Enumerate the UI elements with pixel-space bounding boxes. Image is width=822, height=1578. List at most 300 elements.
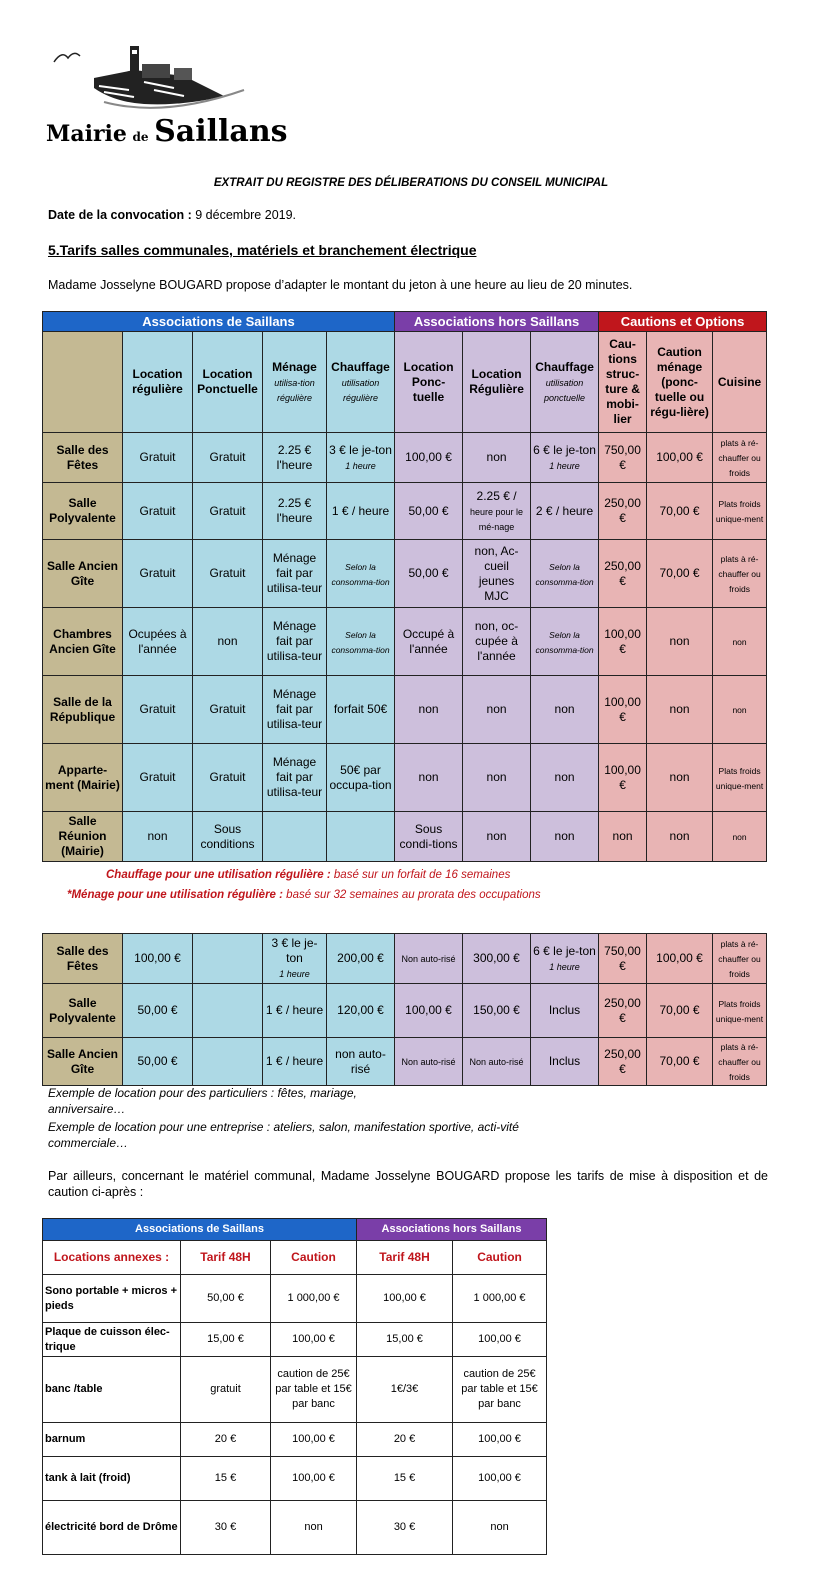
cell-value: non: [732, 705, 747, 715]
table-cell: [263, 483, 327, 540]
table-cell: [193, 812, 263, 862]
table-row: [43, 934, 767, 984]
equip-header-label: Caution: [291, 1250, 336, 1264]
cell-value: Gratuit: [209, 770, 246, 784]
cell-value: 2.25 € /: [476, 488, 517, 503]
row-label-text: Salle des Fêtes: [56, 943, 109, 973]
cell-value: 100,00 €: [604, 694, 641, 724]
equip-label: [43, 1357, 181, 1423]
table-cell: [263, 540, 327, 608]
cell-value: Selon la consomma-tion: [535, 561, 594, 587]
column-header-5: [463, 332, 531, 433]
cell-value: non: [669, 634, 690, 648]
table-row: [43, 984, 767, 1038]
table-cell: [193, 984, 263, 1038]
cell-value: non: [554, 829, 575, 843]
column-header-6: [531, 332, 599, 433]
column-header-label: Location régulière: [132, 367, 183, 396]
table-cell: [531, 676, 599, 744]
cell-value: non: [418, 702, 439, 716]
cell-value: non: [554, 702, 575, 716]
table-cell: [123, 433, 193, 483]
table-cell: [599, 540, 647, 608]
example-particuliers: Exemple de location pour des particuliers : fêtes, mariage, anniversaire…: [48, 1086, 357, 1116]
table-cell: [647, 540, 713, 608]
cell-value: 100,00 €: [292, 1433, 335, 1445]
cell-value: Non auto-risé: [401, 954, 456, 964]
table-cell: [357, 1323, 453, 1357]
cell-value: 100,00 €: [134, 951, 181, 965]
column-header-label: Cuisine: [717, 374, 762, 389]
cell-value: forfait 50€: [333, 702, 388, 716]
table-cell: [463, 934, 531, 984]
table-row: [43, 1038, 767, 1086]
cell-value: Occupé à l'année: [402, 626, 455, 656]
equip-header-2: [271, 1241, 357, 1275]
column-header-sub: utilisation ponctuelle: [544, 377, 586, 403]
column-header-7: [599, 332, 647, 433]
cell-value: Plats froids unique-ment: [715, 499, 764, 524]
cell-value: 300,00 €: [473, 951, 520, 965]
group-header-row: [43, 312, 767, 332]
column-header-1: [193, 332, 263, 433]
row-label: [43, 984, 123, 1038]
equip-label: [43, 1275, 181, 1323]
cell-value: Ménage fait par utilisa-teur: [266, 755, 323, 799]
table-cell: [599, 483, 647, 540]
cell-note: heure pour le mé-nage: [470, 506, 524, 532]
intro-text: Madame Josselyne BOUGARD propose d’adapter le montant du jeton à une heure au lieu de 20 minutes.: [48, 278, 633, 292]
date-value: 9 décembre 2019.: [191, 208, 297, 222]
table-cell: [463, 676, 531, 744]
table-cell: [531, 483, 599, 540]
table-row: [43, 744, 767, 812]
row-label-text: Salle des Fêtes: [56, 442, 109, 472]
table-cell: [463, 433, 531, 483]
cell-value: 100,00 €: [604, 626, 641, 656]
table-cell: [193, 483, 263, 540]
row-label: [43, 744, 123, 812]
logo-text-saillans: Saillans: [154, 114, 288, 149]
cell-value: 50,00 €: [137, 1054, 178, 1068]
cell-value: 100,00 €: [383, 1292, 426, 1304]
table-cell: [647, 812, 713, 862]
group-assoc-saillans: Associations de Saillans: [43, 312, 395, 332]
table-cell: [531, 744, 599, 812]
table-cell: [123, 984, 193, 1038]
table-cell: [271, 1501, 357, 1555]
table-cell: [531, 540, 599, 608]
row-label-text: Chambres Ancien Gîte: [49, 626, 116, 656]
cell-value: 2 € / heure: [535, 503, 594, 518]
cell-value: non: [486, 450, 507, 464]
table-cell: [647, 934, 713, 984]
table-cell: [263, 934, 327, 984]
table-cell: [463, 812, 531, 862]
equip-label-text: Plaque de cuisson élec-trique: [45, 1325, 170, 1353]
table-row: [43, 1423, 547, 1457]
cell-value: Inclus: [548, 1054, 581, 1068]
cell-value: non: [732, 637, 747, 647]
table-row: [43, 812, 767, 862]
cell-note: 1 heure: [549, 961, 580, 972]
table-cell: [357, 1423, 453, 1457]
cell-value: 250,00 €: [604, 496, 641, 525]
table-cell: [713, 608, 767, 676]
cell-value: Plats froids unique-ment: [715, 765, 764, 791]
table-row: [43, 433, 767, 483]
cell-value: Non auto-risé: [401, 1057, 456, 1067]
table-cell: [713, 540, 767, 608]
table-cell: [357, 1357, 453, 1423]
cell-value: 70,00 €: [659, 1054, 700, 1068]
table-cell: [713, 812, 767, 862]
table-cell: [263, 433, 327, 483]
cell-value: Gratuit: [139, 770, 176, 784]
column-header-sub: utilisation régulière: [341, 377, 380, 403]
cell-note: 1 heure: [279, 969, 310, 979]
section-title: 5.Tarifs salles communales, matériels et branchement électrique: [48, 242, 477, 258]
cell-value: 1 € / heure: [265, 1054, 324, 1068]
cell-value: Ménage fait par utilisa-teur: [266, 551, 323, 595]
cell-value: 100,00 €: [478, 1333, 521, 1345]
table-cell: [395, 934, 463, 984]
table-row: [43, 608, 767, 676]
table-cell: [357, 1457, 453, 1501]
table-cell: [395, 1038, 463, 1086]
cell-value: 100,00 €: [405, 450, 452, 464]
table-cell: [599, 984, 647, 1038]
cell-value: non, oc-cupée à l'année: [474, 619, 519, 663]
table-cell: [647, 483, 713, 540]
note-menage-label: *Ménage pour une utilisation régulière :: [67, 889, 283, 901]
table-cell: [181, 1357, 271, 1423]
cell-value: Selon la consomma-tion: [331, 629, 390, 655]
table-cell: [395, 433, 463, 483]
column-header-label: Location Ponctuelle: [197, 367, 258, 396]
cell-value: 15 €: [214, 1472, 237, 1484]
cell-value: 50,00 €: [408, 566, 449, 580]
cell-value: Plats froids unique-ment: [715, 998, 764, 1024]
table-cell: [327, 676, 395, 744]
note-menage-text: basé sur 32 semaines au prorata des occupations: [282, 889, 541, 901]
equip-label: [43, 1423, 181, 1457]
table-cell: [181, 1423, 271, 1457]
cell-value: non: [732, 832, 747, 842]
logo-text-mairie: Mairie: [46, 121, 127, 147]
note-chauffage-label: Chauffage pour une utilisation régulière :: [106, 869, 331, 881]
table-cell: [531, 433, 599, 483]
row-label-text: Salle Polyvalente: [49, 496, 116, 525]
table-cell: [123, 676, 193, 744]
cell-value: Gratuit: [139, 450, 176, 464]
equip-label-text: Sono portable + micros + pieds: [45, 1284, 178, 1312]
cell-value: Ménage fait par utilisa-teur: [266, 687, 323, 731]
table-cell: [263, 608, 327, 676]
cell-value: 30 €: [214, 1521, 237, 1533]
table-cell: [647, 984, 713, 1038]
cell-value: 3 € le je-ton: [271, 936, 318, 965]
table-cell: [713, 934, 767, 984]
table-cell: [599, 608, 647, 676]
table-row: [43, 1275, 547, 1323]
table-cell: [531, 812, 599, 862]
cell-value: 750,00 €: [604, 442, 641, 472]
corner-cell: [43, 332, 123, 433]
cell-value: Gratuit: [139, 566, 176, 580]
table-cell: [263, 744, 327, 812]
cell-value: 100,00 €: [292, 1472, 335, 1484]
cell-value: 250,00 €: [604, 1046, 641, 1076]
cell-value: 100,00 €: [292, 1333, 335, 1345]
table-cell: [395, 483, 463, 540]
equip-group-hors: Associations hors Saillans: [357, 1219, 547, 1241]
table-cell: [395, 744, 463, 812]
row-label-text: Salle Réunion (Mairie): [58, 814, 107, 858]
table-cell: [463, 608, 531, 676]
cell-value: 1€/3€: [390, 1383, 419, 1395]
equip-header-1: [181, 1241, 271, 1275]
table-cell: [453, 1501, 547, 1555]
equip-label-text: tank à lait (froid): [45, 1472, 131, 1484]
table-cell: [531, 934, 599, 984]
cell-value: 2.25 € l'heure: [276, 442, 313, 472]
cell-value: Inclus: [548, 1003, 581, 1017]
table-cell: [193, 934, 263, 984]
cell-value: 100,00 €: [604, 762, 641, 792]
cell-value: 1 € / heure: [331, 503, 390, 518]
equip-group-saillans: Associations de Saillans: [43, 1219, 357, 1241]
table-cell: [181, 1501, 271, 1555]
column-header-3: [327, 332, 395, 433]
table-cell: [327, 540, 395, 608]
row-label: [43, 1038, 123, 1086]
column-header-4: [395, 332, 463, 433]
cell-value: non: [669, 770, 690, 784]
cell-value: Selon la consomma-tion: [535, 629, 594, 655]
cell-value: 100,00 €: [405, 1003, 452, 1017]
cell-value: non: [486, 770, 507, 784]
column-header-8: [647, 332, 713, 433]
cell-value: 20 €: [214, 1433, 237, 1445]
logo-text-de: de: [132, 130, 149, 144]
table-cell: [599, 744, 647, 812]
table-cell: [647, 433, 713, 483]
table-cell: [181, 1275, 271, 1323]
table-cell: [453, 1275, 547, 1323]
table-cell: [263, 984, 327, 1038]
table-cell: [327, 608, 395, 676]
table-cell: [463, 1038, 531, 1086]
table-cell: [713, 676, 767, 744]
equip-label: [43, 1457, 181, 1501]
table-cell: [453, 1423, 547, 1457]
table-cell: [713, 984, 767, 1038]
row-label-text: Salle Polyvalente: [49, 995, 116, 1025]
cell-value: 70,00 €: [659, 503, 700, 518]
column-header-label: Location Ponc-tuelle: [403, 359, 454, 404]
cell-value: 15 €: [393, 1472, 416, 1484]
cell-value: 50€ par occupa-tion: [329, 762, 392, 792]
cell-value: caution de 25€ par table et 15€ par banc: [461, 1368, 538, 1410]
equip-header-label: Tarif 48H: [379, 1250, 430, 1264]
equip-label-text: banc /table: [45, 1383, 103, 1395]
table-row: [43, 1501, 547, 1555]
cell-value: non: [490, 1521, 509, 1533]
table-cell: [327, 984, 395, 1038]
table-cell: [357, 1275, 453, 1323]
table-cell: [713, 483, 767, 540]
column-header-label: Ménage: [272, 359, 317, 374]
table-cell: [271, 1323, 357, 1357]
table-cell: [647, 744, 713, 812]
table-cell: [271, 1357, 357, 1423]
table-cell: [327, 483, 395, 540]
table-cell: [327, 744, 395, 812]
example-entreprise: Exemple de location pour une entreprise : ateliers, salon, manifestation sportive, acti-vité commerciale…: [48, 1120, 519, 1150]
date-label: Date de la convocation :: [48, 208, 192, 222]
cell-value: plats à ré-chauffer ou froids: [718, 438, 761, 478]
cell-value: 250,00 €: [604, 558, 641, 588]
row-label: [43, 483, 123, 540]
table-cell: [193, 744, 263, 812]
column-header-label: Chauffage: [331, 359, 390, 374]
cell-note: 1 heure: [345, 460, 376, 471]
table-cell: [531, 1038, 599, 1086]
table-cell: [599, 433, 647, 483]
cell-note: 1 heure: [549, 460, 580, 471]
table-cell: [453, 1357, 547, 1423]
column-header-2: [263, 332, 327, 433]
table-row: [43, 1457, 547, 1501]
cell-value: 120,00 €: [337, 1003, 384, 1017]
table-cell: [395, 608, 463, 676]
table-cell: [395, 812, 463, 862]
cell-value: 15,00 €: [386, 1333, 423, 1345]
table-cell: [647, 676, 713, 744]
table-cell: [123, 483, 193, 540]
cell-value: 50,00 €: [137, 1003, 178, 1017]
table-cell: [263, 1038, 327, 1086]
cell-value: 250,00 €: [604, 995, 641, 1025]
row-label-text: Salle Ancien Gîte: [47, 558, 118, 588]
table-cell: [181, 1323, 271, 1357]
table-row: [43, 1323, 547, 1357]
row-label: [43, 934, 123, 984]
cell-value: 1 € / heure: [265, 1003, 324, 1017]
column-header-label: Caution ménage (ponc-tuelle ou régu-lière): [650, 344, 709, 419]
equip-header-label: Caution: [477, 1250, 522, 1264]
column-header-label: Cau-tions struc-ture & mobi-lier: [605, 337, 640, 426]
row-label: [43, 812, 123, 862]
table-cell: [463, 744, 531, 812]
table-cell: [713, 1038, 767, 1086]
rooms-tariff-table: [42, 311, 767, 862]
table-cell: [327, 1038, 395, 1086]
cell-value: 1 000,00 €: [287, 1292, 340, 1304]
village-logo-icon: [44, 40, 254, 120]
cell-value: non auto-risé: [335, 1046, 386, 1076]
cell-value: Sous condi-tions: [399, 821, 458, 851]
equip-header-3: [357, 1241, 453, 1275]
cell-value: 100,00 €: [656, 450, 703, 464]
table-cell: [181, 1457, 271, 1501]
note-chauffage-text: basé sur un forfait de 16 semaines: [330, 869, 511, 881]
column-header-sub: utilisa-tion régulière: [274, 377, 315, 403]
table-cell: [647, 608, 713, 676]
cell-value: non: [669, 702, 690, 716]
cell-value: 6 € le je-ton: [533, 943, 596, 958]
cell-value: 20 €: [393, 1433, 416, 1445]
table-cell: [395, 540, 463, 608]
cell-value: non: [304, 1521, 323, 1533]
cell-value: 3 € le je-ton: [329, 442, 392, 457]
cell-value: Ménage fait par utilisa-teur: [266, 619, 323, 663]
group-assoc-hors: Associations hors Saillans: [395, 312, 599, 332]
cell-value: 150,00 €: [473, 1003, 520, 1017]
cell-value: Non auto-risé: [469, 1057, 524, 1067]
table-cell: [123, 812, 193, 862]
cell-value: non: [486, 829, 507, 843]
equip-header-4: [453, 1241, 547, 1275]
cell-value: 750,00 €: [604, 943, 641, 973]
column-header-label: Chauffage: [535, 359, 594, 374]
cell-value: plats à ré-chauffer ou froids: [718, 554, 761, 594]
table-cell: [123, 744, 193, 812]
cell-value: non: [486, 702, 507, 716]
cell-value: Gratuit: [139, 702, 176, 716]
row-label-text: Apparte-ment (Mairie): [45, 762, 120, 792]
table-cell: [713, 744, 767, 812]
row-label: [43, 676, 123, 744]
cell-value: plats à ré-chauffer ou froids: [718, 1042, 761, 1082]
cell-value: Gratuit: [209, 503, 246, 518]
cell-value: non: [554, 770, 575, 784]
table-cell: [395, 676, 463, 744]
table-cell: [193, 608, 263, 676]
column-header-label: Location Régulière: [469, 367, 524, 396]
table-cell: [599, 1038, 647, 1086]
table-cell: [327, 812, 395, 862]
column-header-9: [713, 332, 767, 433]
cell-value: gratuit: [210, 1383, 241, 1395]
table-cell: [263, 676, 327, 744]
cell-value: 1 000,00 €: [473, 1292, 526, 1304]
equip-header-row: [43, 1241, 547, 1275]
row-label: [43, 608, 123, 676]
private-rental-table: [42, 933, 767, 1086]
cell-value: caution de 25€ par table et 15€ par banc: [275, 1368, 352, 1410]
table-cell: [713, 433, 767, 483]
group-cautions: Cautions et Options: [599, 312, 767, 332]
equip-label-text: électricité bord de Drôme: [45, 1521, 178, 1533]
table-cell: [599, 676, 647, 744]
row-label: [43, 433, 123, 483]
cell-value: non: [147, 829, 168, 843]
table-cell: [463, 984, 531, 1038]
cell-value: 6 € le je-ton: [533, 442, 596, 457]
materiel-intro: Par ailleurs, concernant le matériel communal, Madame Josselyne BOUGARD propose les tarifs de mise à disposition et de caution ci-après :: [48, 1169, 768, 1199]
cell-value: Gratuit: [139, 503, 176, 518]
cell-value: 30 €: [393, 1521, 416, 1533]
equip-group-row: [43, 1219, 547, 1241]
cell-value: Gratuit: [209, 702, 246, 716]
equip-header-label: Locations annexes :: [53, 1250, 170, 1264]
cell-value: Gratuit: [209, 450, 246, 464]
column-header-0: [123, 332, 193, 433]
table-cell: [263, 812, 327, 862]
cell-value: non: [217, 634, 238, 648]
